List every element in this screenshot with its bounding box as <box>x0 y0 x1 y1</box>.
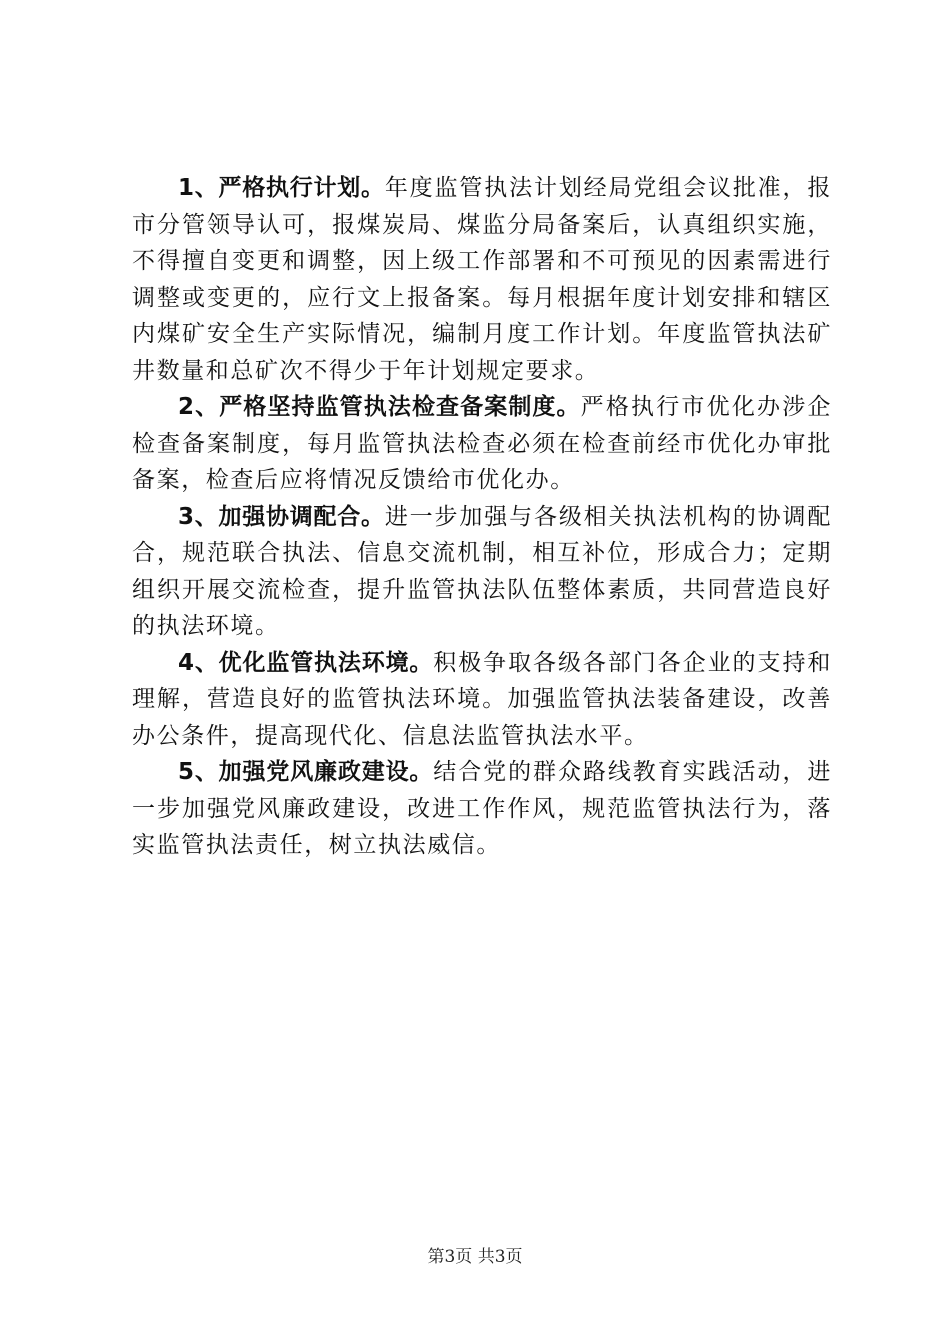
paragraph-heading: 5、加强党风廉政建设。 <box>178 759 434 785</box>
page-number-footer: 第3页 共3页 <box>427 1247 523 1267</box>
paragraph-5 <box>132 754 832 864</box>
paragraph-heading: 3、加强协调配合。 <box>178 503 385 530</box>
paragraph-heading: 1、严格执行计划。 <box>178 175 385 201</box>
paragraph-text: 进一步加强与各级相关执法机构的协调配合，规范联合执法、信息交流机制，相互补位，形成合力；定期组织开展交流检查，提升监管执法队伍整体素质，共同营造良好的执法环境。 <box>132 503 832 639</box>
paragraph-text: 严格执行市优化办涉企检查备案制度，每月监管执法检查必须在检查前经市优化办审批备案，检查后应将情况反馈给市优化办。 <box>132 394 833 493</box>
paragraph-text: 年度监管执法计划经局党组会议批准，报市分管领导认可，报煤炭局、煤监分局备案后，认真组织实施，不得擅自变更和调整，因上级工作部署和不可预见的因素需进行调整或变更的，应行文上报备案。每月根据年度计划安排和辖区内煤矿安全生产实际情况，编制月度工作计划。年度监管执法矿井数量和总矿次不得少于年计划规定要求。 <box>132 175 832 384</box>
paragraph-1 <box>132 170 832 389</box>
paragraph-text: 结合党的群众路线教育实践活动，进一步加强党风廉政建设，改进工作作风，规范监管执法行为，落实监管执法责任，树立执法威信。 <box>132 759 832 858</box>
paragraph-4 <box>132 645 832 755</box>
paragraph-text: 积极争取各级各部门各企业的支持和理解，营造良好的监管执法环境。加强监管执法装备建设，改善办公条件，提高现代化、信息法监管执法水平。 <box>132 649 832 749</box>
paragraph-3 <box>132 499 832 645</box>
paragraph-heading: 4、优化监管执法环境。 <box>178 649 434 676</box>
document-body <box>132 170 832 864</box>
paragraph-heading: 2、严格坚持监管执法检查备案制度。 <box>178 394 581 420</box>
paragraph-2 <box>132 389 832 499</box>
